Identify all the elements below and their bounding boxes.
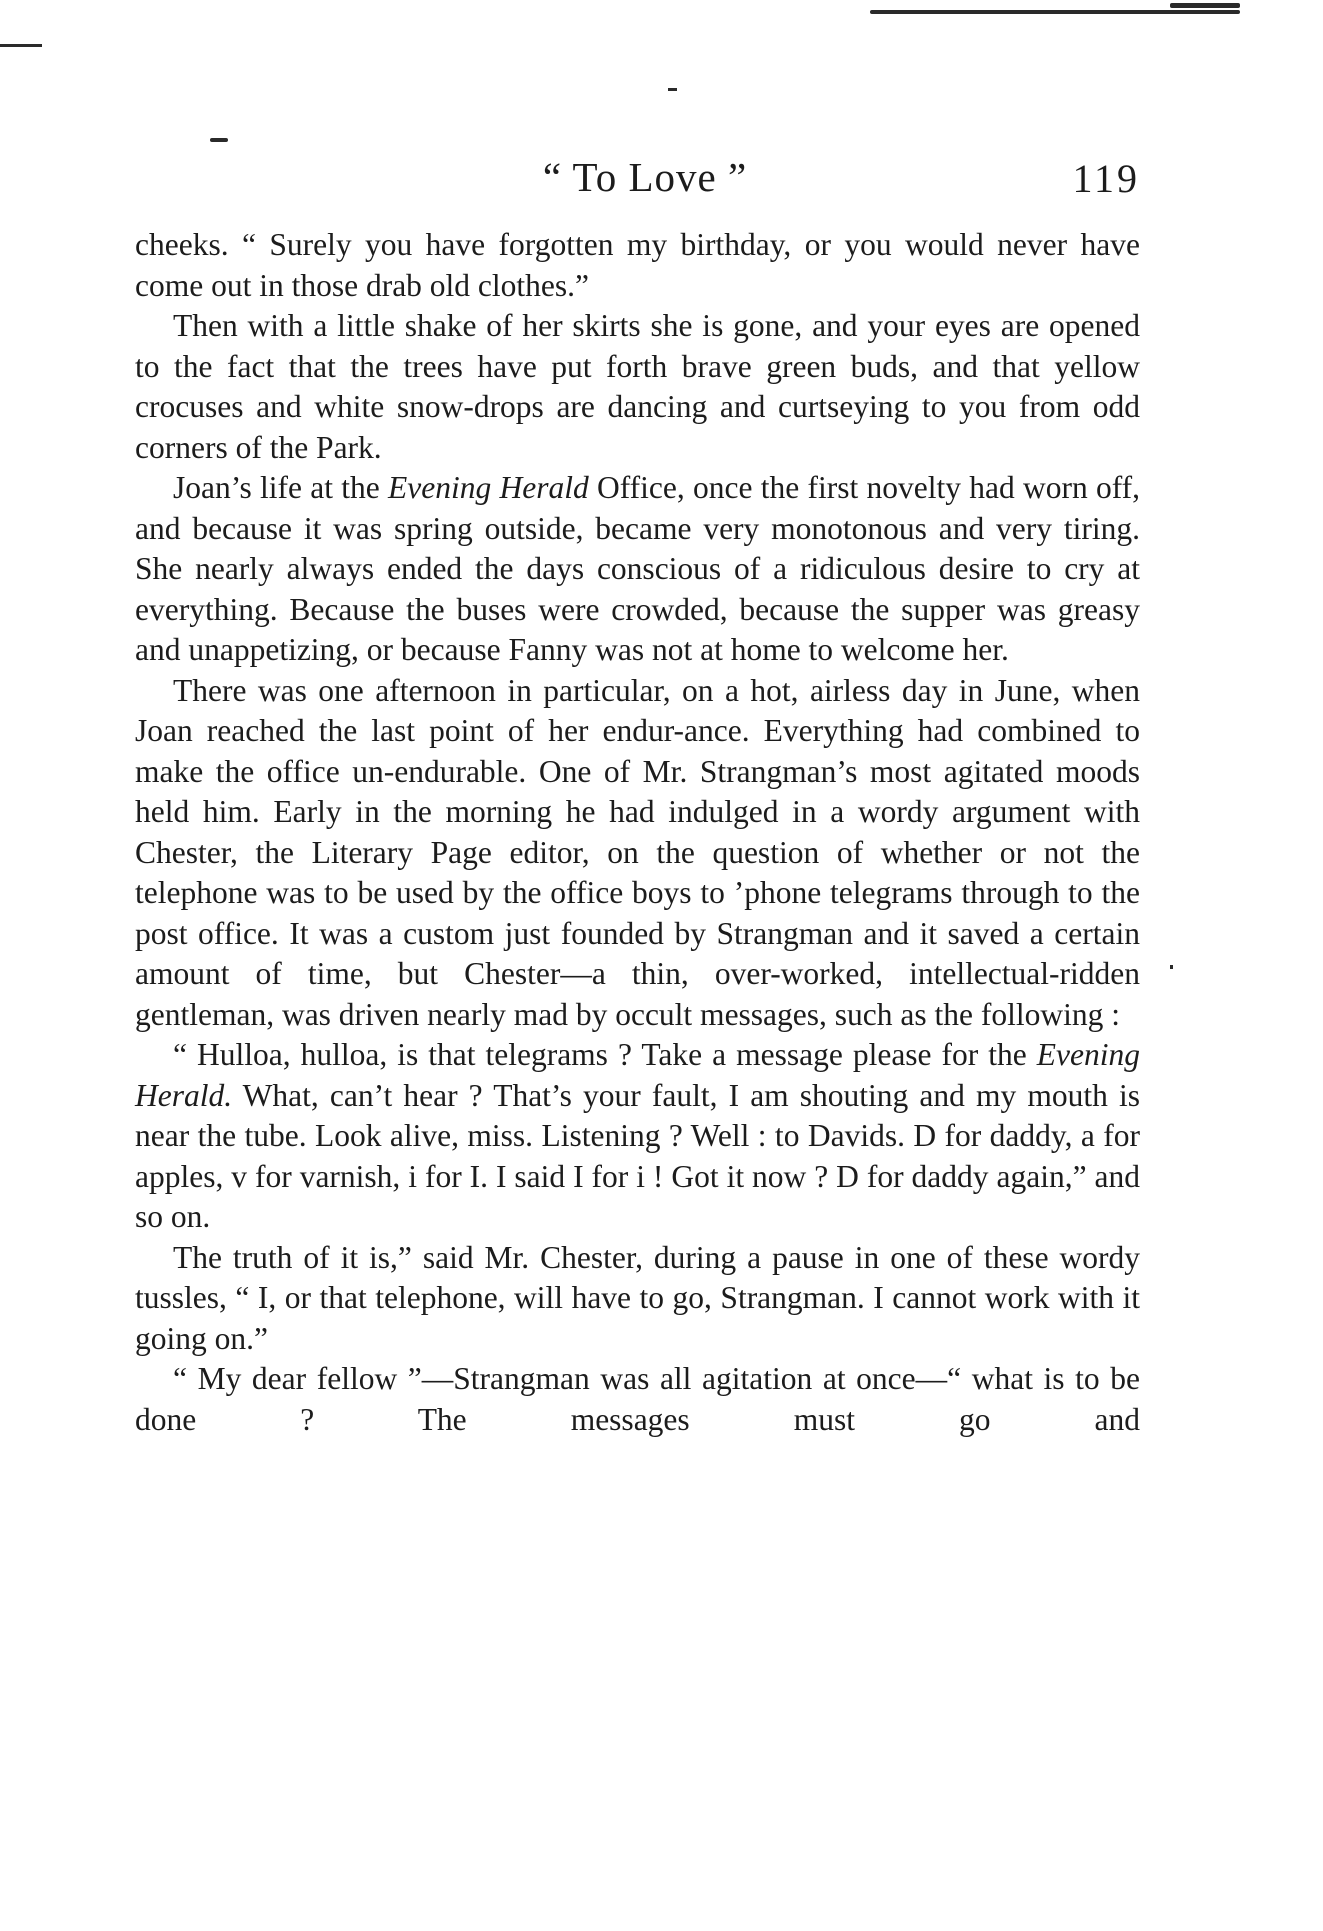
paragraph-text: Office, once the first novelty had worn off, and because it was spring outside, became very monotonous and very tiring. She nearly always ended the days conscious of a ridiculous desire to cry at everything. Because the buses were crowded, because the supper was greasy and unappetizing, or because Fanny was not at home to welcome her. <box>135 470 1140 667</box>
running-head <box>135 153 1140 213</box>
scan-artifact-top-rule <box>870 10 1240 14</box>
paragraph-text: What, can’t hear ? That’s your fault, I am shouting and my mouth is near the tube. Look alive, miss. Listening ? Well : to Davids. D for daddy, a for apples, v for varnish, i for I. I said I for i ! Got it now ? D for daddy again,” and so on. <box>135 1077 1140 1234</box>
italic-text: Evening Herald <box>388 470 589 505</box>
paragraph-text: cheeks. “ Surely you have forgotten my birthday, or you would never have come out in those drab old clothes.” <box>135 227 1140 303</box>
paragraph <box>135 306 1140 468</box>
scan-artifact-dot <box>668 88 677 91</box>
scan-artifact-top-mark <box>1170 3 1240 8</box>
paragraph-text: There was one afternoon in particular, on a hot, airless day in June, when Joan reached the last point of her endur-ance. Everything had combined to make the office un-endurable. One of Mr. Strangman’s most agitated moods held him. Early in the morning he had indulged in a wordy argument with Chester, the Literary Page editor, on the question of whether or not the telephone was to be used by the office boys to ’phone telegrams through to the post office. It was a custom just founded by Strangman and it saved a certain amount of time, but Chester—a thin, over-worked, intellectual-ridden gentleman, was driven nearly mad by occult messages, such as the following : <box>135 672 1140 1032</box>
paragraph <box>135 468 1140 671</box>
paragraph-text: Then with a little shake of her skirts she is gone, and your eyes are opened to the fact that the trees have put forth brave green buds, and that yellow crocuses and white snow-drops are dancing and curtseying to you from odd corners of the Park. <box>135 308 1140 465</box>
paragraph-text: “ Hulloa, hulloa, is that telegrams ? Take a message please for the <box>173 1037 1037 1072</box>
page-number: 119 <box>1072 156 1140 201</box>
scan-artifact-dot <box>1170 965 1173 969</box>
paragraph <box>135 671 1140 1036</box>
paragraph <box>135 1238 1140 1360</box>
paragraph <box>135 1359 1140 1440</box>
scan-artifact-dash <box>210 138 228 142</box>
body-text <box>135 225 1140 1440</box>
paragraph-text: Joan’s life at the <box>173 470 388 505</box>
paragraph <box>135 225 1140 306</box>
paragraph-text: “ My dear fellow ”—Strangman was all agitation at once—“ what is to be done ? The messages must go and <box>135 1361 1140 1437</box>
italic-text: Evening Herald. <box>135 1037 1140 1113</box>
paragraph <box>135 1035 1140 1238</box>
scan-artifact-left-rule <box>0 44 42 47</box>
paragraph-text: The truth of it is,” said Mr. Chester, during a pause in one of these wordy tussles, “ I, or that telephone, will have to go, Strangman. I cannot work with it going on.” <box>135 1239 1140 1356</box>
running-title: “ To Love ” <box>542 154 748 200</box>
